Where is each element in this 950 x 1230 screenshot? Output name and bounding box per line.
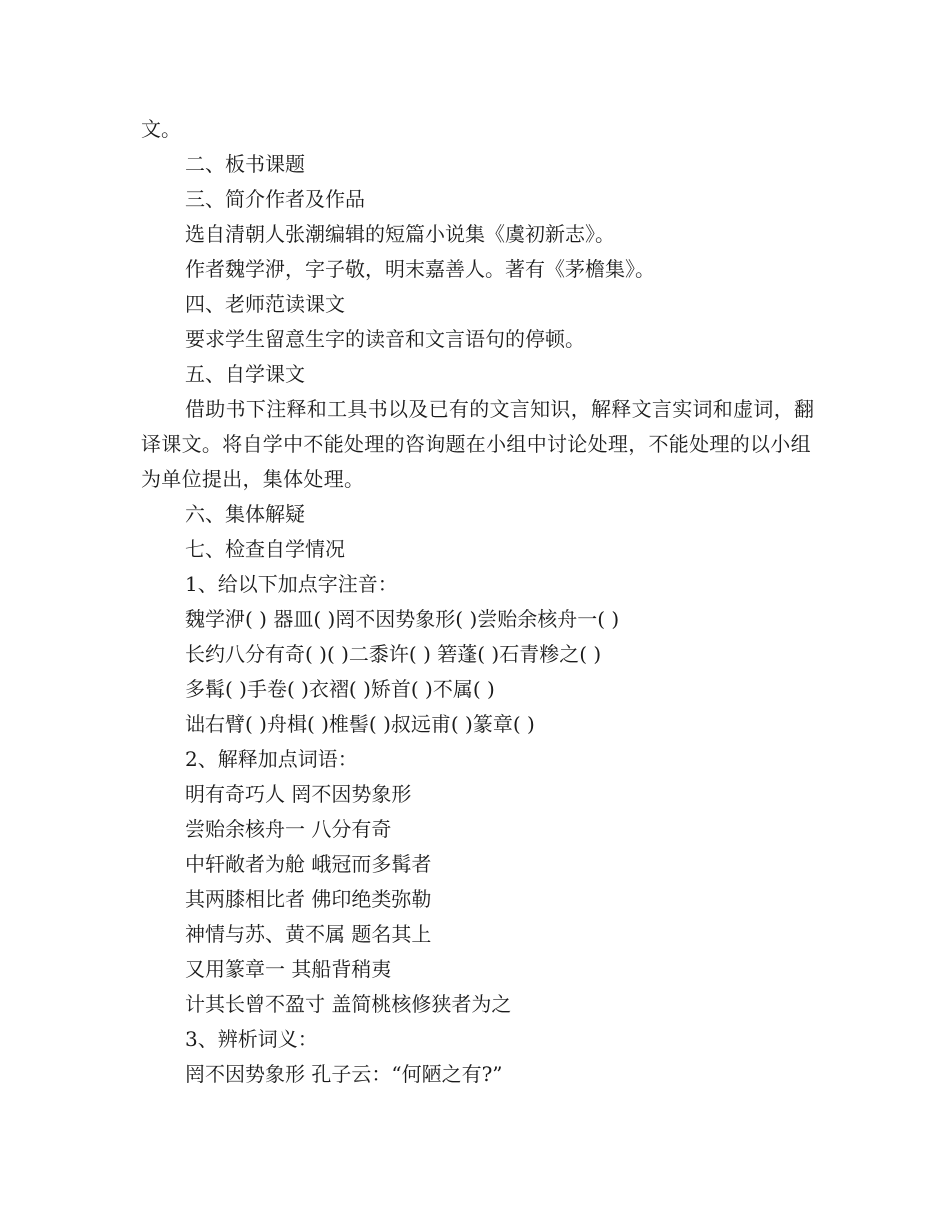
section-heading-5: 五、自学课文: [185, 362, 305, 386]
exercise-line: 长约八分有奇( )( )二黍许( ) 箬蓬( )石青糁之( ): [185, 642, 602, 666]
exercise-line: 明有奇巧人 罔不因势象形: [185, 782, 412, 806]
paragraph-reading-requirement: 要求学生留意生字的读音和文言语句的停顿。: [185, 327, 585, 351]
exercise-line: 魏学洢( ) 器皿( )罔不因势象形( )尝贻余核舟一( ): [185, 607, 620, 631]
exercise-line: 其两膝相比者 佛印绝类弥勒: [185, 887, 432, 911]
paragraph-author: 作者魏学洢，字子敬，明末嘉善人。著有《茅檐集》。: [185, 257, 655, 281]
document-body: [141, 112, 821, 1092]
section-heading-2: 二、板书课题: [185, 152, 305, 176]
exercise-line: 罔不因势象形 孔子云：“何陋之有?”: [185, 1062, 503, 1086]
section-heading-3: 三、简介作者及作品: [185, 187, 365, 211]
exercise-line: 计其长曾不盈寸 盖简桃核修狭者为之: [185, 992, 512, 1016]
section-heading-7: 七、检查自学情况: [185, 537, 345, 561]
section-heading-4: 四、老师范读课文: [185, 292, 345, 316]
exercise-line: 又用篆章一 其船背稍夷: [185, 957, 392, 981]
exercise-line: 尝贻余核舟一 八分有奇: [185, 817, 392, 841]
exercise-line: 中轩敞者为舱 峨冠而多髯者: [185, 852, 432, 876]
continuation-text: 文。: [141, 117, 181, 141]
exercise-line: 多髯( )手卷( )衣褶( )矫首( )不属( ): [185, 677, 495, 701]
paragraph-source: 选自清朝人张潮编辑的短篇小说集《虞初新志》。: [185, 222, 615, 246]
exercise-heading-1: 1、给以下加点字注音：: [185, 572, 398, 596]
exercise-heading-3: 3、辨析词义：: [185, 1027, 318, 1051]
exercise-heading-2: 2、解释加点词语：: [185, 747, 358, 771]
exercise-line: 诎右臂( )舟楫( )椎髻( )叔远甫( )篆章( ): [185, 712, 535, 736]
section-heading-6: 六、集体解疑: [185, 502, 305, 526]
exercise-line: 神情与苏、黄不属 题名其上: [185, 922, 432, 946]
paragraph-self-study: 借助书下注释和工具书以及已有的文言知识，解释文言实词和虚词，翻译课文。将自学中不能处理的咨询题在小组中讨论处理，不能处理的以小组为单位提出，集体处理。: [141, 397, 815, 491]
